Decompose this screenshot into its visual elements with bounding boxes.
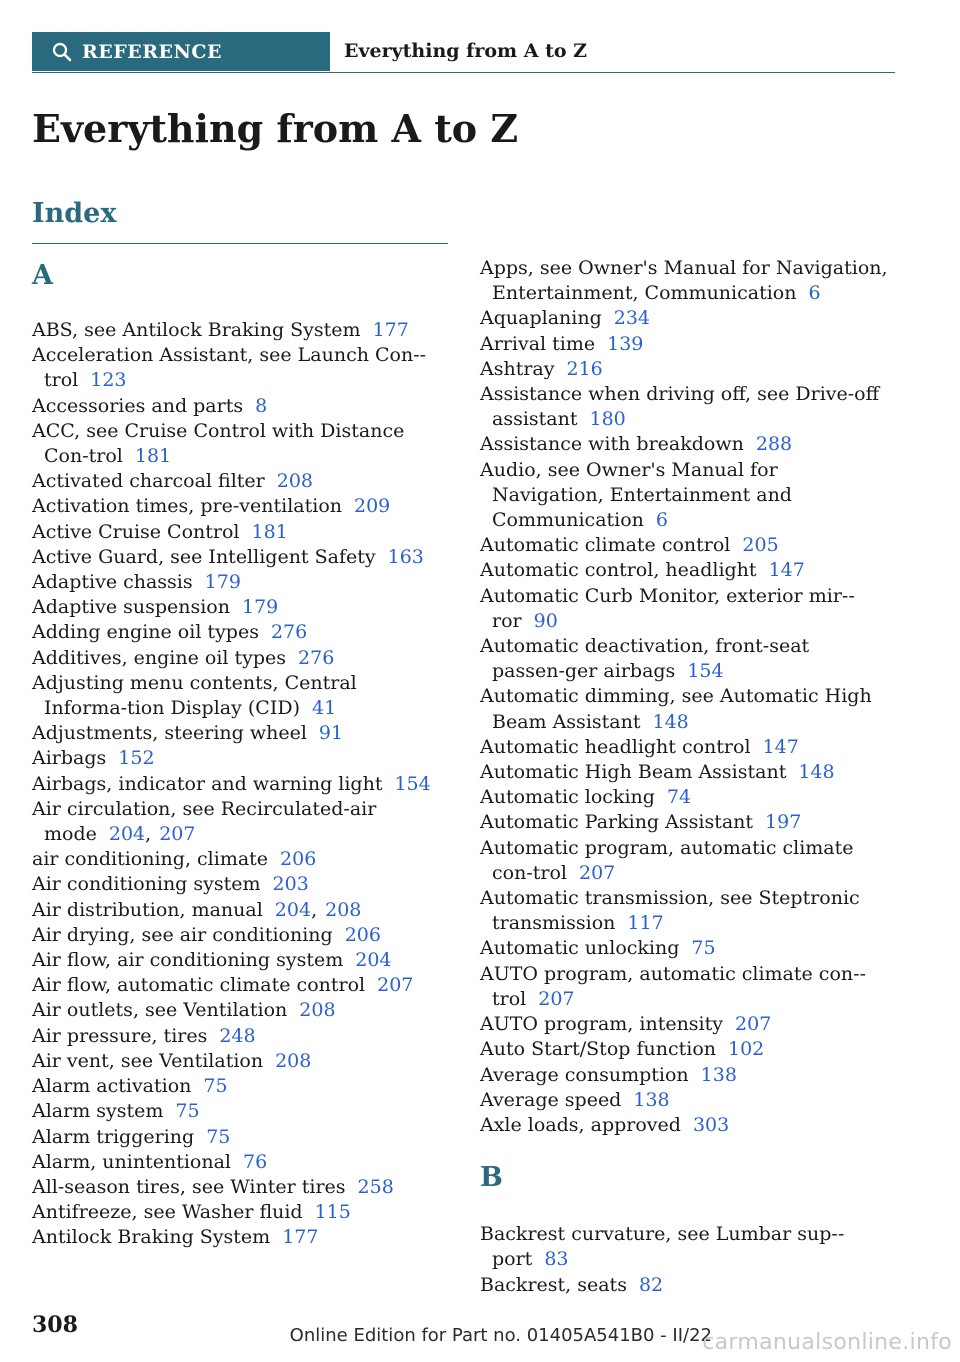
page-reference-link[interactable]: 208	[276, 470, 314, 493]
page-reference-link[interactable]: 163	[387, 545, 424, 568]
index-entry-text: Airbags, indicator and warning light	[32, 772, 383, 795]
page-reference-link[interactable]: 75	[691, 937, 716, 960]
index-entry	[32, 898, 442, 923]
page-reference-link[interactable]: 82	[638, 1273, 664, 1296]
index-entry-text: Active Cruise Control	[32, 520, 240, 543]
index-entry-text: Automatic unlocking	[480, 937, 680, 960]
index-entry-text: Arrival time	[480, 332, 596, 355]
index-entry	[480, 306, 890, 331]
index-list-a	[32, 318, 442, 1251]
index-entry-text: Automatic program, automatic climate con-trol	[480, 836, 854, 884]
reference-tab-label: REFERENCE	[82, 40, 222, 63]
index-entry-text: Axle loads, approved	[480, 1113, 681, 1136]
page-reference-link[interactable]: 234	[613, 307, 650, 330]
index-entry	[480, 785, 890, 810]
page-reference-link[interactable]: 154	[687, 660, 724, 683]
index-entry	[32, 998, 442, 1023]
page-reference-link[interactable]: 76	[243, 1150, 268, 1173]
index-entry-text: Automatic dimming, see Automatic High Beam Assistant	[480, 685, 872, 733]
index-entry-text: Activated charcoal filter	[32, 470, 265, 493]
index-entry	[32, 923, 442, 948]
page-reference-link[interactable]: 75	[175, 1100, 200, 1123]
index-entry	[32, 620, 442, 645]
index-entry	[32, 494, 442, 519]
index-entry-text: Automatic climate control	[480, 534, 731, 557]
index-entry-text: Adjusting menu contents, Central Informa-tion Display (CID)	[32, 671, 357, 720]
index-entry	[480, 1088, 890, 1113]
index-column-right	[480, 256, 890, 1298]
index-entry	[480, 634, 890, 684]
index-entry-text: Automatic headlight control	[480, 735, 751, 758]
reference-tab[interactable]	[32, 32, 330, 71]
page-reference-link[interactable]: 258	[357, 1175, 394, 1198]
page-reference-link[interactable]: 139	[607, 332, 644, 355]
index-entry	[480, 760, 890, 785]
index-entry	[32, 772, 442, 797]
index-entry	[480, 836, 890, 886]
index-entry-text: Antifreeze, see Washer fluid	[32, 1201, 303, 1224]
index-entry-text: AUTO program, intensity	[480, 1013, 724, 1036]
page-reference-link[interactable]: 181	[251, 520, 288, 543]
page-reference-link[interactable]: 208	[275, 1049, 312, 1072]
index-entry-text: Audio, see Owner's Manual for Navigation, Entertainment and Communication	[480, 458, 792, 532]
index-entry	[32, 1150, 442, 1175]
watermark: carmanualsonline.info	[702, 1330, 952, 1355]
index-entry-text: Air outlets, see Ventilation	[32, 999, 288, 1022]
page-reference-link[interactable]: 209	[354, 495, 391, 518]
page-reference-link[interactable]: 206	[344, 923, 381, 946]
page-reference-link[interactable]: 248	[219, 1024, 256, 1047]
index-entry	[32, 646, 442, 671]
index-entry-text: Automatic locking	[480, 786, 655, 809]
index-entry	[32, 469, 442, 494]
page-reference-link[interactable]: 288	[755, 433, 793, 456]
page-reference-link[interactable]: 207	[377, 974, 414, 997]
page-reference-link[interactable]: 6	[808, 282, 821, 305]
index-entry-text: Automatic Curb Monitor, exterior mir-ror	[480, 584, 855, 632]
page-ref-separator: ,	[145, 823, 152, 846]
page-ref-separator: ,	[311, 898, 318, 921]
page-reference-link[interactable]: 75	[206, 1125, 231, 1148]
page-reference-link[interactable]: 204	[274, 898, 312, 921]
index-entry-text: Backrest curvature, see Lumbar sup-port	[480, 1223, 845, 1271]
page-reference-link[interactable]: 207	[538, 987, 575, 1010]
index-entry-text: Alarm, unintentional	[32, 1150, 231, 1173]
page-reference-link[interactable]: 148	[798, 761, 835, 784]
index-entry-text: Automatic transmission, see Steptronic transmission	[480, 887, 860, 935]
index-entry-text: ABS, see Antilock Braking System	[32, 319, 361, 341]
index-entry-text: Accessories and parts	[32, 394, 244, 417]
index-list-a-continued	[480, 256, 890, 1138]
page-reference-link[interactable]: 208	[299, 999, 336, 1022]
index-entry	[32, 797, 442, 847]
page-reference-link[interactable]: 117	[627, 912, 664, 935]
page-reference-link[interactable]: 123	[90, 369, 127, 392]
index-entry-text: Adaptive chassis	[32, 571, 193, 594]
page-reference-link[interactable]: 179	[204, 571, 241, 594]
index-entry	[480, 458, 890, 534]
index-entry	[32, 948, 442, 973]
page-reference-link[interactable]: 208	[325, 898, 362, 921]
index-list-b	[480, 1222, 890, 1298]
page-number: 308	[32, 1312, 78, 1338]
page-reference-link[interactable]: 206	[280, 848, 317, 871]
index-entry-text: Air distribution, manual	[32, 898, 263, 921]
page-reference-link[interactable]: 179	[242, 596, 279, 619]
letter-heading-a: A	[32, 260, 53, 291]
index-entry	[32, 671, 442, 721]
index-entry	[32, 520, 442, 545]
index-entry	[32, 343, 442, 393]
index-entry	[32, 570, 442, 595]
search-icon	[52, 42, 72, 62]
index-entry-text: Automatic High Beam Assistant	[480, 761, 787, 784]
index-entry-text: Average consumption	[480, 1063, 689, 1086]
index-entry	[32, 419, 442, 469]
index-entry-text: Apps, see Owner's Manual for Navigation, Entertainment, Communication	[480, 257, 888, 305]
page-reference-link[interactable]: 75	[203, 1075, 228, 1098]
index-entry	[480, 1037, 890, 1062]
page-reference-link[interactable]: 154	[394, 772, 431, 795]
index-entry	[32, 721, 442, 746]
index-entry	[480, 1012, 890, 1037]
page-reference-link[interactable]: 177	[372, 319, 409, 341]
index-entry	[32, 973, 442, 998]
index-entry	[480, 584, 890, 634]
index-entry-text: Backrest, seats	[480, 1273, 627, 1296]
index-entry	[480, 382, 890, 432]
index-entry-text: Auto Start/Stop function	[480, 1038, 716, 1061]
page-reference-link[interactable]: 207	[735, 1013, 772, 1036]
index-entry	[480, 533, 890, 558]
index-entry-text: Activation times, pre-ventilation	[32, 495, 342, 518]
page-reference-link[interactable]: 204	[355, 949, 392, 972]
index-entry-text: Air drying, see air conditioning	[32, 923, 333, 946]
page-reference-link[interactable]: 203	[272, 873, 309, 896]
index-entry-text: ACC, see Cruise Control with Distance Con-trol	[32, 419, 405, 468]
index-entry	[32, 872, 442, 897]
index-entry-text: Airbags	[32, 747, 107, 770]
index-entry	[32, 595, 442, 620]
edition-note: Online Edition for Part no. 01405A541B0 - II/22	[289, 1325, 712, 1346]
index-entry-text: Alarm triggering	[32, 1125, 195, 1148]
page-reference-link[interactable]: 205	[742, 534, 779, 557]
index-entry-text: Air flow, air conditioning system	[32, 949, 344, 972]
index-entry-text: air conditioning, climate	[32, 848, 269, 871]
page-reference-link[interactable]: 197	[765, 811, 802, 834]
index-entry-text: All-season tires, see Winter tires	[32, 1175, 346, 1198]
page-reference-link[interactable]: 148	[652, 710, 689, 733]
page-reference-link[interactable]: 102	[728, 1038, 765, 1061]
index-entry-text: Automatic control, headlight	[480, 559, 757, 582]
page-reference-link[interactable]: 115	[314, 1201, 351, 1224]
page-reference-link[interactable]: 74	[666, 786, 692, 809]
index-entry	[480, 256, 890, 306]
index-entry-text: Adjustments, steering wheel	[32, 722, 307, 745]
index-entry	[32, 545, 442, 570]
index-entry-text: Average speed	[480, 1088, 622, 1111]
index-entry-text: Automatic Parking Assistant	[480, 811, 754, 834]
page-reference-link[interactable]: 83	[544, 1248, 569, 1271]
page-reference-link[interactable]: 276	[298, 646, 335, 669]
index-entry	[480, 357, 890, 382]
index-entry	[32, 318, 442, 343]
page-reference-link[interactable]: 138	[700, 1063, 737, 1086]
index-entry-text: Air pressure, tires	[32, 1024, 208, 1047]
index-divider	[32, 243, 448, 244]
page-reference-link[interactable]: 8	[255, 394, 268, 417]
page-reference-link[interactable]: 180	[589, 408, 626, 431]
index-title: Index	[32, 198, 117, 229]
page-reference-link[interactable]: 276	[270, 621, 308, 644]
index-entry-text: Ashtray	[480, 357, 555, 380]
index-column-left	[32, 256, 442, 1251]
index-entry-text: Assistance when driving off, see Drive-off assistant	[480, 383, 880, 431]
index-entry	[480, 1273, 890, 1298]
index-entry	[32, 1200, 442, 1225]
page-reference-link[interactable]: 152	[118, 747, 155, 770]
page-reference-link[interactable]: 41	[312, 697, 337, 720]
index-entry	[32, 394, 442, 419]
index-entry-text: Acceleration Assistant, see Launch Con-trol	[32, 344, 427, 392]
index-entry-text: Automatic deactivation, front-seat passen-ger airbags	[480, 635, 810, 683]
index-entry-text: Additives, engine oil types	[32, 646, 287, 669]
letter-heading-b: B	[480, 1162, 503, 1194]
index-entry	[480, 735, 890, 760]
index-entry	[480, 1063, 890, 1088]
index-entry	[480, 332, 890, 357]
index-entry	[32, 847, 442, 872]
index-entry	[480, 886, 890, 936]
index-entry	[32, 1074, 442, 1099]
header-title: Everything from A to Z	[344, 40, 588, 62]
page-reference-link[interactable]: 216	[566, 357, 603, 380]
index-entry	[32, 1225, 442, 1250]
index-entry-text: Adaptive suspension	[32, 596, 230, 619]
index-entry	[32, 1175, 442, 1200]
index-entry-text: Air conditioning system	[32, 873, 261, 896]
index-entry	[32, 746, 442, 771]
page-reference-link[interactable]: 147	[762, 735, 799, 758]
index-entry-text: Adding engine oil types	[32, 621, 259, 644]
index-entry-text: AUTO program, automatic climate con-trol	[480, 962, 866, 1010]
index-entry	[480, 1222, 890, 1272]
index-entry	[480, 684, 890, 734]
index-entry	[480, 432, 890, 457]
index-entry-text: Air vent, see Ventilation	[32, 1049, 264, 1072]
index-entry	[480, 810, 890, 835]
index-entry	[480, 1113, 890, 1138]
page-reference-link[interactable]: 207	[578, 861, 616, 884]
page-title: Everything from A to Z	[32, 106, 519, 151]
index-entry	[480, 962, 890, 1012]
index-entry-text: Alarm system	[32, 1100, 164, 1123]
index-entry-text: Active Guard, see Intelligent Safety	[32, 545, 376, 568]
index-entry	[32, 1125, 442, 1150]
index-entry	[480, 936, 890, 961]
page-reference-link[interactable]: 207	[159, 823, 196, 846]
index-entry-text: Antilock Braking System	[32, 1226, 271, 1249]
page-reference-link[interactable]: 138	[633, 1088, 670, 1111]
header-bar	[32, 32, 895, 73]
page-reference-link[interactable]: 204	[108, 823, 146, 846]
page-reference-link[interactable]: 181	[134, 445, 172, 468]
index-entry	[480, 558, 890, 583]
page-reference-link[interactable]: 6	[655, 509, 669, 532]
index-entry	[32, 1024, 442, 1049]
index-entry	[32, 1049, 442, 1074]
page-reference-link[interactable]: 147	[768, 559, 805, 582]
page-reference-link[interactable]: 91	[318, 722, 344, 745]
index-entry-text: Alarm activation	[32, 1075, 192, 1098]
index-entry-text: Assistance with breakdown	[480, 433, 744, 456]
index-entry-text: Air circulation, see Recirculated-air mode	[32, 797, 377, 846]
index-entry	[32, 1099, 442, 1124]
page-reference-link[interactable]: 177	[282, 1226, 319, 1249]
page-reference-link[interactable]: 90	[533, 609, 558, 632]
index-entry-text: Aquaplaning	[480, 307, 602, 330]
page-reference-link[interactable]: 303	[692, 1113, 730, 1136]
index-entry-text: Air flow, automatic climate control	[32, 974, 366, 997]
